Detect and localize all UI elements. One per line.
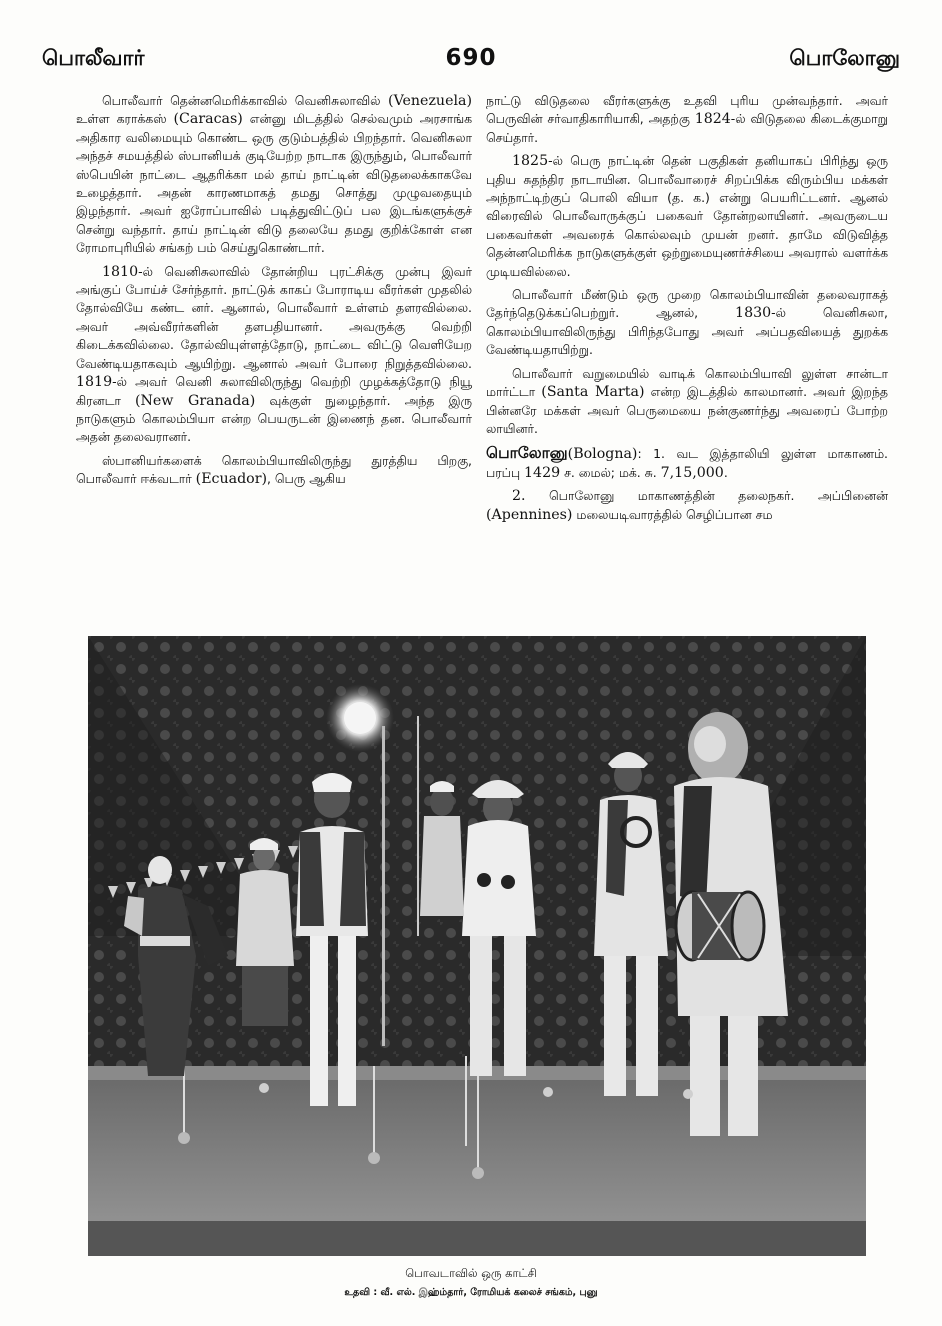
page-number: 690 (445, 45, 497, 71)
figure-credit: உதவி : வீ. எல். இஹ்ம்தார், ரோமியக் கலைச் சங்கம், புனு (344, 1287, 598, 1298)
paragraph-peru: நாட்டு விடுதலை வீரர்களுக்கு உதவி புரிய முன்வந்தார். அவர் பெருவின் சர்வாதிகாரியாகி, அதற்கு 1824-ல் விடுதலை கிடைக்குமாறு செய்தார். (486, 93, 888, 145)
right-column (486, 92, 888, 529)
entry-headword: பொலோனு (486, 444, 568, 463)
paragraph-bolivia: 1825-ல் பெரு நாட்டின் தென் பகுதிகள் தனியாகப் பிரிந்து ஒரு புதிய சுதந்திர நாடாயின. பொலீவாரைச் சிறப்பிக்க விரும்பிய மக்கள் அந்நாட்டிற்குப் பொலி வியா (த. க.) என்று பெயரிட்டனர். ஆனல் விரைவில் பொலீவாருக்குப் பகைவர் தோன்றலாயினர். அவருடைய பகைவர்கள் அவரைக் கொல்லவும் முயன் றனர். தாமே விடுவித்த தென்னமெரிக்க நாடுகளுக்குள் ஒற்றுமையுணர்ச்சியை அவரால் வளர்க்க முடியவில்லை. (486, 153, 888, 279)
dhol-drum-icon (676, 892, 764, 960)
entry-bologna (486, 444, 888, 524)
figure-caption: பொவடாவில் ஒரு காட்சி (405, 1266, 537, 1280)
entry-bologna-province: பொலோனு(Bologna): 1. வட இத்தாலியி லுள்ள மாகாணம். பரப்பு 1429 ச. மைல்; மக். சு. 7,15,000. (486, 444, 888, 481)
tent-pole (382, 726, 385, 1046)
paragraph-revolution: 1810-ல் வெனிசுலாவில் தோன்றிய புரட்சிக்கு முன்பு இவர் அங்குப் போய்ச் சேர்ந்தார். நாட்டுக் காகப் போராடிய வீரர்கள் முதலில் தோல்வியே கண்ட னர். ஆனால், பொலீவார் உள்ளம் தளரவில்லை. அவர் அவ்வீரர்களின் தளபதியானர். அவருக்கு வெற்றி கிடைக்கவில்லை. தோல்வியுள்ளத்தோடு, நாட்டை விட்டு வெளியேற வேண்டியதாகவும் ஆயிற்று. ஆனால் அவர் போரை நிறுத்தவில்லை. 1819-ல் அவர் வெனி சுலாவிலிருந்து வெற்றி முழக்கத்தோடு நியூ கிரனடா (New Granada) வுக்குள் நுழைந்தார். அந்த இரு நாடுகளும் கொலம்பியா என்ற பெயருடன் இணைந் தன. பொலீவார் அதன் தலைவரானர். (76, 263, 473, 445)
running-head-right: பொலோனு (789, 46, 900, 70)
photograph-dance-scene (88, 636, 866, 1256)
running-head-left: பொலீவார் (42, 46, 145, 70)
page-header (42, 44, 900, 84)
left-column (76, 92, 472, 494)
entry-bologna-city: 2. பொலோனு மாகாணத்தின் தலைநகர். அப்பினைன் (Apennines) மலையடிவாரத்தில் செழிப்பான சம (486, 488, 888, 523)
photo-illustration (88, 636, 866, 1256)
paragraph-birth: பொலீவார் தென்னமெரிக்காவில் வெனிசுலாவில் (Venezuela) உள்ள கராக்கஸ் (Caracas) என்னு மிடத்தில் செல்வமும் அரசாங்க அதிகார வலிமையும் கொண்ட ஒரு குடும்பத்தில் பிறந்தார். வெனிசுலா அந்தச் சமயத்தில் ஸ்பானியக் குடியேற்ற நாடாக இருந்தும், பொலீவார் ஸ்பெயின் நாட்டை ஆதரிக்கா மல் தாய் நாட்டின் விடுதலைக்காகவே உழைத்தார். அதன் காரணமாகத் தமது சொத்து முழுவதையும் இழந்தார். அவர் ஐரோப்பாவில் படித்துவிட்டுப் பல இடங்களுக்குச் சென்று வந்தார். தாய் நாட்டின் விடு தலையே தமது குறிக்கோள் என ரோமாபுரியில் சங்கற் பம் செய்துகொண்டார். (76, 93, 472, 256)
paragraph-death: பொலீவார் வறுமையில் வாடிக் கொலம்பியாவி லுள்ள சான்டா மார்ட்டா (Santa Marta) என்ற இடத்தில் காலமானர். அவர் இறந்த பின்னரே மக்கள் அவர் பெருமையை நன்குணர்ந்து அவரைப் போற்ற லாயினர். (486, 365, 888, 436)
paragraph-colombia: பொலீவார் மீண்டும் ஒரு முறை கொலம்பியாவின் தலைவராகத் தேர்ந்தெடுக்கப்பெற்றுர். ஆனல், 1830-ல் வெனிசுலா, கொலம்பியாவிலிருந்து பிரிந்தபோது அவர் அப்பதவியைத் துறக்க வேண்டியதாயிற்று. (486, 287, 888, 358)
paragraph-ecuador: ஸ்பானியர்களைக் கொலம்பியாவிலிருந்து துரத்திய பிறகு, பொலீவார் ஈக்வடார் (Ecuador), பெரு ஆகிய (76, 452, 472, 488)
